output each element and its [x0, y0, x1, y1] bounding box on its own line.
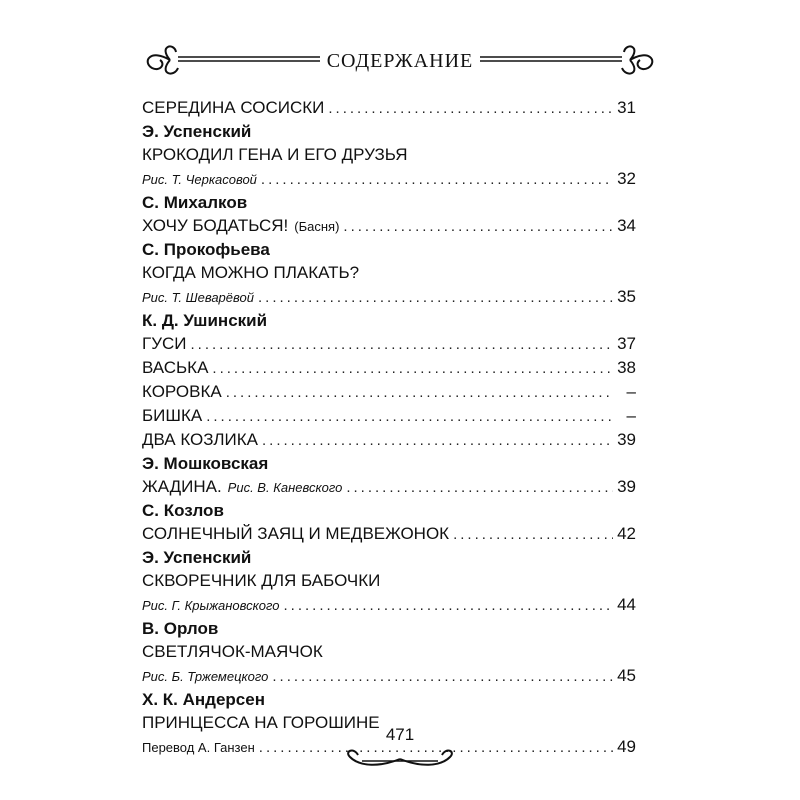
toc-author: Э. Успенский [142, 548, 252, 567]
dot-leader [262, 429, 613, 453]
toc-entry-title: ГУСИ [142, 334, 187, 353]
dot-leader [261, 168, 613, 192]
toc-entry-credit: Рис. В. Каневского [227, 480, 343, 495]
toc-page-number: 35 [617, 287, 636, 306]
toc-work-title: КОГДА МОЖНО ПЛАКАТЬ? [142, 263, 360, 282]
toc-page-number: 38 [617, 358, 636, 377]
toc-entry-title: КОРОВКА [142, 382, 222, 401]
toc-entry-title: ЖАДИНА. [142, 477, 222, 496]
toc-author: С. Прокофьева [142, 240, 270, 259]
toc-entry-note: (Басня) [294, 219, 340, 234]
toc-page-number: 49 [617, 737, 636, 756]
page-footer [340, 725, 460, 785]
toc-work-title: СВЕТЛЯЧОК-МАЯЧОК [142, 642, 323, 661]
toc-author: С. Михалков [142, 193, 248, 212]
toc-entry [142, 332, 636, 356]
toc-entry-credit: Рис. Т. Черкасовой [142, 172, 257, 187]
toc-entry [142, 475, 636, 499]
toc-entry-credit: Рис. Б. Тржемецкого [142, 669, 269, 684]
toc-entry-title: ХОЧУ БОДАТЬСЯ! [142, 216, 289, 235]
dot-leader [226, 381, 614, 405]
table-of-contents [142, 96, 636, 759]
toc-entry [142, 285, 636, 309]
toc-author: Х. К. Андерсен [142, 690, 265, 709]
toc-entry [142, 167, 636, 191]
toc-page-number: 45 [617, 666, 636, 685]
dot-leader [206, 405, 614, 429]
toc-entry-title: СЕРЕДИНА СОСИСКИ [142, 98, 325, 117]
toc-author: В. Орлов [142, 619, 219, 638]
toc-entry-credit: Рис. Г. Крыжановского [142, 598, 280, 613]
toc-entry-credit: Рис. Т. Шеварёвой [142, 290, 254, 305]
toc-entry-title: ДВА КОЗЛИКА [142, 430, 258, 449]
toc-entry [142, 96, 636, 120]
toc-page-number: – [626, 382, 636, 401]
dot-leader [212, 357, 613, 381]
dot-leader [284, 594, 614, 618]
toc-entry [142, 380, 636, 404]
toc-page-number: 42 [617, 524, 636, 543]
toc-page-number: 32 [617, 169, 636, 188]
toc-entry [142, 214, 636, 238]
dot-leader [328, 97, 613, 121]
toc-page-number: 39 [617, 477, 636, 496]
dot-leader [272, 665, 613, 689]
toc-author: К. Д. Ушинский [142, 311, 268, 330]
page-header [140, 40, 660, 80]
page-number: 471 [385, 725, 415, 744]
toc-entry [142, 404, 636, 428]
toc-author: Э. Мошковская [142, 454, 269, 473]
toc-entry [142, 522, 636, 546]
toc-entry [142, 356, 636, 380]
toc-work-title: КРОКОДИЛ ГЕНА И ЕГО ДРУЗЬЯ [142, 145, 408, 164]
toc-author: Э. Успенский [142, 122, 252, 141]
toc-page-number: 31 [617, 98, 636, 117]
dot-leader [343, 215, 613, 239]
toc-entry-credit: Перевод А. Ганзен [142, 740, 255, 755]
toc-work-title: СКВОРЕЧНИК ДЛЯ БАБОЧКИ [142, 571, 381, 590]
footer-ornament-icon [340, 745, 460, 775]
toc-page-number: 44 [617, 595, 636, 614]
dot-leader [453, 523, 613, 547]
toc-entry-title: ВАСЬКА [142, 358, 209, 377]
toc-entry [142, 664, 636, 688]
toc-work-title: ПРИНЦЕССА НА ГОРОШИНЕ [142, 713, 380, 732]
toc-entry-title: СОЛНЕЧНЫЙ ЗАЯЦ И МЕДВЕЖОНОК [142, 524, 450, 543]
toc-author: С. Козлов [142, 501, 224, 520]
toc-page-number: – [626, 406, 636, 425]
toc-page-number: 34 [617, 216, 636, 235]
page-title: СОДЕРЖАНИЕ [326, 50, 474, 72]
toc-page-number: 39 [617, 430, 636, 449]
dot-leader [191, 333, 614, 357]
toc-entry-title: БИШКА [142, 406, 203, 425]
dot-leader [346, 476, 613, 500]
toc-entry [142, 593, 636, 617]
dot-leader [258, 286, 613, 310]
toc-entry [142, 428, 636, 452]
toc-page-number: 37 [617, 334, 636, 353]
